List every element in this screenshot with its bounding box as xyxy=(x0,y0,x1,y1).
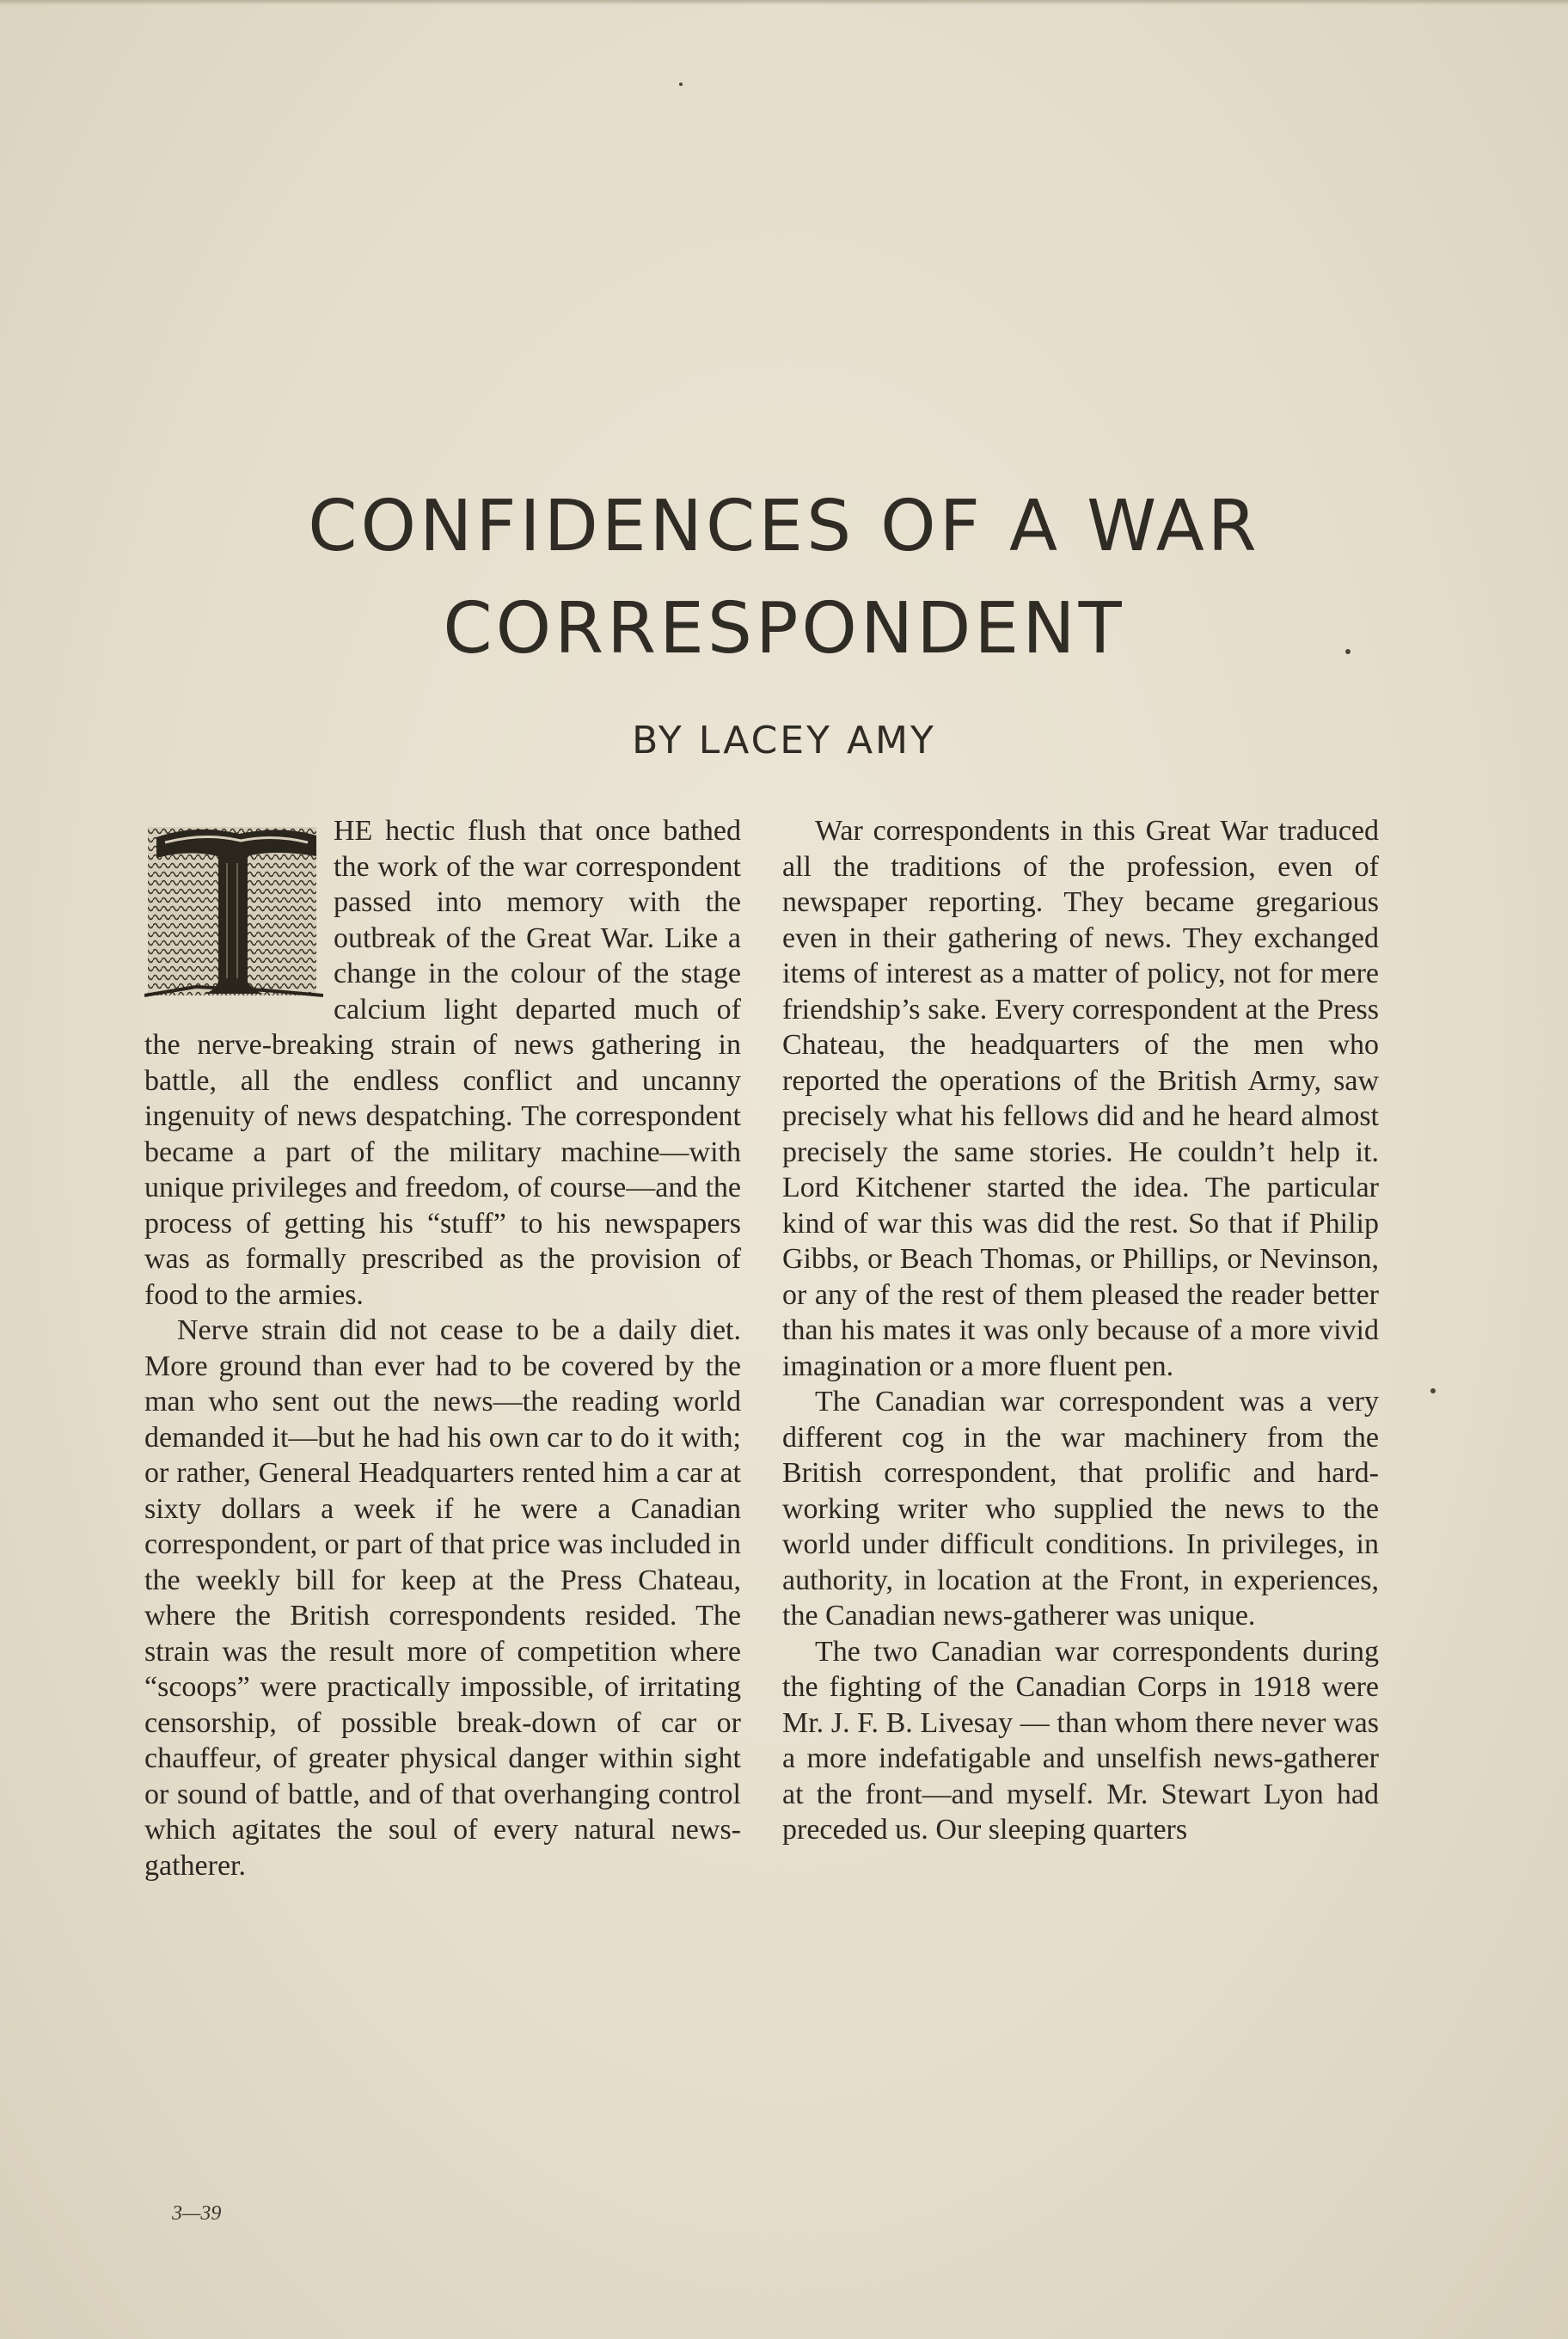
paragraph: Nerve strain did not cease to be a daily diet. More ground than ever had to be covered by the man who sent out the news—the reading world demanded it—but he had his own car to do it with; or rather, General Headquarters rented him a car at sixty dollars a week if he were a Canadian correspondent, or part of that price was included in the weekly bill for keep at the Press Chateau, where the British correspondents resided. The strain was the result more of competition where “scoops” were practically impossible, of irritating censorship, of possible break-down of car or chauffeur, of greater physical danger within sight or sound of battle, and of that overhanging control which agitates the soul of every natural news-gatherer. xyxy=(144,1314,741,1882)
paragraph: War correspondents in this Great War traduced all the traditions of the profession, even of newspaper reporting. They became gregarious even in their gathering of news. They exchanged items of interest as a matter of policy, not for mere friendship’s sake. Every correspondent at the Press Chateau, the headquarters of the men who reported the operations of the British Army, saw precisely what his fellows did and he heard almost precisely the same stories. He couldn’t help it. Lord Kitchener started the idea. The particular kind of war this was did the rest. So that if Philip Gibbs, or Beach Thomas, or Phillips, or Nevinson, or any of the rest of them pleased the reader better than his mates it was only because of a more vivid imagination or a more fluent pen. xyxy=(782,815,1379,1382)
paper-speck xyxy=(1430,1388,1436,1393)
paper-speck xyxy=(679,83,683,86)
page-edge xyxy=(0,0,1568,5)
paper-speck xyxy=(1345,649,1351,654)
right-column xyxy=(782,813,1379,1848)
left-column xyxy=(144,813,741,1883)
article-title-line-1: CONFIDENCES OF A WAR xyxy=(308,486,1260,567)
paragraph: The Canadian war correspondent was a very different cog in the war machinery from the British correspondent, that prolific and hard-working writer who supplied the news to the world under difficult conditions. In privileges, in authority, in location at the Front, in experiences, the Canadian news-gatherer was unique. xyxy=(782,1386,1379,1632)
paragraph: HE hectic flush that once bathed the work of the war correspondent passed into memory with the outbreak of the Great War. Like a change in the colour of the stage calcium light departed much of the nerve-breaking strain of news gathering in battle, all the endless conflict and uncanny ingenuity of news despatching. The correspondent became a part of the military machine—with unique privileges and freedom, of course—and the process of getting his “stuff” to his newspapers was as formally prescribed as the provision of food to the armies. xyxy=(144,815,741,1311)
page-folio: 3—39 xyxy=(172,2202,222,2225)
paragraph: The two Canadian war correspondents during the fighting of the Canadian Corps in 1918 were Mr. J. F. B. Livesay — than whom there never was a more indefatigable and unselfish news-gatherer at the front—and myself. Mr. Stewart Lyon had preceded us. Our sleeping quarters xyxy=(782,1635,1379,1846)
article-title-line-2: CORRESPONDENT xyxy=(443,588,1125,670)
byline: BY LACEY AMY xyxy=(632,719,936,762)
decorative-dropcap-t-icon xyxy=(144,818,323,1002)
